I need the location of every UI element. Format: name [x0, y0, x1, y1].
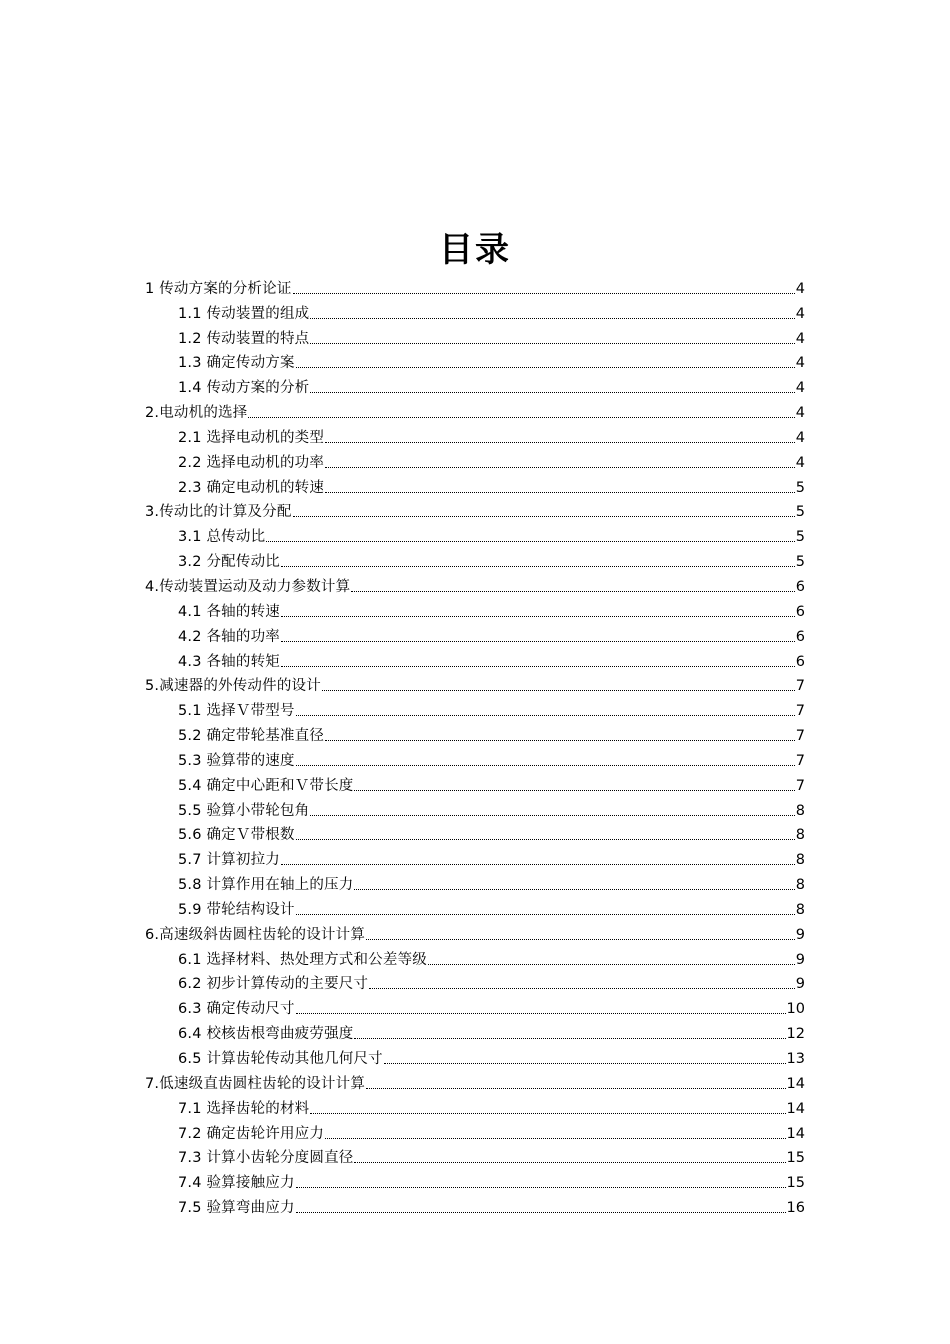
toc-entry[interactable] [0, 945, 950, 970]
toc-dot-leader [322, 690, 795, 691]
toc-entry-page-number: 4 [795, 305, 805, 322]
toc-entry[interactable] [0, 920, 950, 945]
toc-entry-label: 5.3 验算带的速度 [178, 752, 295, 769]
toc-entry-page-number: 12 [786, 1026, 805, 1043]
toc-entry[interactable] [0, 870, 950, 895]
toc-entry-page-number: 4 [795, 330, 805, 347]
toc-dot-leader [266, 541, 794, 542]
toc-entry-page-number: 13 [786, 1051, 805, 1067]
toc-entry-label: 4.3 各轴的转矩 [178, 653, 280, 670]
toc-entry-label: 6.5 计算齿轮传动其他几何尺寸 [178, 1051, 383, 1067]
toc-entry[interactable] [0, 324, 950, 349]
toc-dot-leader [293, 516, 795, 517]
toc-entry-label: 3.2 分配传动比 [178, 554, 280, 571]
toc-dot-leader [310, 1113, 785, 1114]
toc-entry-page-number: 5 [795, 479, 805, 496]
toc-entry-label: 3.传动比的计算及分配 [145, 504, 292, 521]
toc-entry-page-number: 9 [795, 951, 805, 968]
toc-dot-leader [325, 492, 795, 493]
toc-entry-label: 5.8 计算作用在轴上的压力 [178, 877, 354, 894]
toc-entry[interactable] [0, 423, 950, 448]
toc-entry-label: 5.2 确定带轮基准直径 [178, 728, 325, 745]
toc-entry[interactable] [0, 274, 950, 299]
toc-entry-label: 3.1 总传动比 [178, 529, 266, 546]
toc-entry-page-number: 15 [786, 1150, 805, 1167]
toc-entry-page-number: 8 [795, 827, 805, 844]
toc-dot-leader [281, 641, 795, 642]
toc-entry-label: 7.1 选择齿轮的材料 [178, 1100, 310, 1117]
toc-entry[interactable] [0, 448, 950, 473]
toc-entry-label: 1 传动方案的分析论证 [145, 280, 292, 297]
toc-entry-label: 4.1 各轴的转速 [178, 603, 280, 620]
toc-entry-page-number: 7 [795, 777, 805, 794]
toc-entry[interactable] [0, 1044, 950, 1069]
toc-entry-label: 5.4 确定中心距和Ｖ带长度 [178, 777, 354, 794]
toc-dot-leader [310, 392, 794, 393]
toc-entry-label: 1.2 传动装置的特点 [178, 330, 310, 347]
toc-entry-page-number: 7 [795, 703, 805, 720]
toc-dot-leader [296, 1212, 786, 1213]
toc-dot-leader [351, 591, 794, 592]
toc-entry[interactable] [0, 547, 950, 572]
toc-entry-page-number: 16 [786, 1200, 805, 1217]
toc-entry[interactable] [0, 473, 950, 498]
toc-dot-leader [366, 939, 795, 940]
toc-entry[interactable] [0, 721, 950, 746]
toc-entry-page-number: 4 [795, 380, 805, 397]
toc-entry[interactable] [0, 1119, 950, 1144]
toc-entry[interactable] [0, 746, 950, 771]
toc-entry-label: 5.1 选择Ｖ带型号 [178, 703, 295, 720]
toc-entry[interactable] [0, 1069, 950, 1094]
toc-dot-leader [296, 1013, 786, 1014]
toc-entry-label: 6.4 校核齿根弯曲疲劳强度 [178, 1026, 354, 1043]
toc-entry-label: 4.传动装置运动及动力参数计算 [145, 578, 351, 595]
toc-entry-label: 7.4 验算接触应力 [178, 1175, 295, 1192]
toc-entry[interactable] [0, 821, 950, 846]
toc-dot-leader [296, 715, 795, 716]
toc-entry-label: 7.3 计算小齿轮分度圆直径 [178, 1150, 354, 1167]
toc-entry-page-number: 4 [795, 355, 805, 372]
toc-entry-page-number: 8 [795, 901, 805, 918]
toc-dot-leader [281, 566, 795, 567]
toc-entry-page-number: 4 [795, 405, 805, 422]
toc-entry-page-number: 7 [795, 728, 805, 745]
toc-dot-leader [281, 616, 795, 617]
toc-entry-label: 7.低速级直齿圆柱齿轮的设计计算 [145, 1075, 366, 1092]
toc-entry-label: 2.1 选择电动机的类型 [178, 429, 325, 446]
toc-dot-leader [296, 914, 795, 915]
toc-entry[interactable] [0, 498, 950, 523]
toc-entry-page-number: 4 [795, 280, 805, 297]
toc-entry-page-number: 9 [795, 976, 805, 993]
toc-entry[interactable] [0, 373, 950, 398]
toc-entry[interactable] [0, 647, 950, 672]
toc-entry-page-number: 9 [795, 926, 805, 943]
toc-entry-label: 4.2 各轴的功率 [178, 628, 280, 645]
toc-entry[interactable] [0, 994, 950, 1019]
toc-entry[interactable] [0, 398, 950, 423]
toc-entry[interactable] [0, 299, 950, 324]
toc-entry-label: 7.2 确定齿轮许用应力 [178, 1125, 325, 1142]
toc-entry-page-number: 14 [786, 1075, 805, 1092]
toc-dot-leader [325, 442, 795, 443]
toc-entry[interactable] [0, 597, 950, 622]
toc-entry-page-number: 10 [786, 1001, 805, 1018]
toc-entry[interactable] [0, 572, 950, 597]
toc-entry-label: 5.7 计算初拉力 [178, 852, 280, 869]
toc-entry-label: 5.5 验算小带轮包角 [178, 802, 310, 819]
toc-entry-label: 5.减速器的外传动件的设计 [145, 678, 321, 695]
toc-entry-page-number: 6 [795, 628, 805, 645]
toc-dot-leader [366, 1088, 786, 1089]
toc-entry-page-number: 14 [786, 1125, 805, 1142]
toc-entry[interactable] [0, 522, 950, 547]
toc-entry-page-number: 5 [795, 554, 805, 571]
toc-entry-label: 2.3 确定电动机的转速 [178, 479, 325, 496]
toc-dot-leader [296, 367, 795, 368]
toc-dot-leader [325, 467, 795, 468]
toc-entry-label: 5.6 确定Ｖ带根数 [178, 827, 295, 844]
toc-entry-label: 5.9 带轮结构设计 [178, 901, 295, 918]
toc-entry-page-number: 15 [786, 1175, 805, 1192]
toc-entry-page-number: 8 [795, 802, 805, 819]
toc-entry-label: 6.3 确定传动尺寸 [178, 1001, 295, 1018]
toc-entry[interactable] [0, 622, 950, 647]
toc-dot-leader [296, 765, 795, 766]
toc-dot-leader [428, 964, 795, 965]
toc-entry-label: 1.3 确定传动方案 [178, 355, 295, 372]
toc-entry[interactable] [0, 1168, 950, 1193]
toc-entry-page-number: 6 [795, 603, 805, 620]
toc-dot-leader [354, 889, 794, 890]
toc-entry-page-number: 5 [795, 529, 805, 546]
toc-dot-leader [354, 790, 794, 791]
toc-entry-page-number: 7 [795, 678, 805, 695]
toc-entry-label: 1.4 传动方案的分析 [178, 380, 310, 397]
toc-dot-leader [325, 740, 795, 741]
toc-dot-leader [354, 1038, 785, 1039]
toc-dot-leader [325, 1138, 785, 1139]
toc-dot-leader [296, 839, 795, 840]
toc-entry[interactable] [0, 1144, 950, 1169]
toc-dot-leader [310, 343, 794, 344]
toc-entry-page-number: 5 [795, 504, 805, 521]
toc-dot-leader [248, 417, 794, 418]
toc-title: 目录 [439, 230, 511, 270]
toc-entry[interactable] [0, 1094, 950, 1119]
toc-entry-page-number: 8 [795, 877, 805, 894]
toc-dot-leader [293, 293, 795, 294]
toc-entry-page-number: 7 [795, 752, 805, 769]
toc-dot-leader [384, 1063, 786, 1064]
toc-dot-leader [369, 988, 795, 989]
toc-entry[interactable] [0, 845, 950, 870]
toc-entry-label: 1.1 传动装置的组成 [178, 305, 310, 322]
toc-entry[interactable] [0, 1019, 950, 1044]
toc-entry-label: 2.2 选择电动机的功率 [178, 454, 325, 471]
toc-entry[interactable] [0, 771, 950, 796]
toc-entry-page-number: 14 [786, 1100, 805, 1117]
toc-entry-page-number: 4 [795, 429, 805, 446]
toc-entry[interactable] [0, 672, 950, 697]
toc-entry[interactable] [0, 1193, 950, 1218]
toc-entry-page-number: 8 [795, 852, 805, 869]
toc-entry-label: 6.2 初步计算传动的主要尺寸 [178, 976, 369, 993]
toc-entry[interactable] [0, 349, 950, 374]
toc-dot-leader [310, 815, 794, 816]
toc-entry-page-number: 4 [795, 454, 805, 471]
toc-dot-leader [354, 1162, 785, 1163]
toc-entry[interactable] [0, 696, 950, 721]
toc-list [0, 274, 950, 1218]
toc-entry[interactable] [0, 970, 950, 995]
toc-entry-label: 2.电动机的选择 [145, 405, 248, 422]
toc-dot-leader [281, 864, 795, 865]
toc-entry-page-number: 6 [795, 653, 805, 670]
toc-entry-label: 6.高速级斜齿圆柱齿轮的设计计算 [145, 926, 366, 943]
toc-dot-leader [310, 318, 794, 319]
toc-entry-label: 7.5 验算弯曲应力 [178, 1200, 295, 1217]
toc-entry[interactable] [0, 796, 950, 821]
toc-dot-leader [281, 666, 795, 667]
toc-dot-leader [296, 1187, 786, 1188]
toc-entry-page-number: 6 [795, 578, 805, 595]
toc-entry-label: 6.1 选择材料、热处理方式和公差等级 [178, 951, 427, 968]
toc-entry[interactable] [0, 895, 950, 920]
